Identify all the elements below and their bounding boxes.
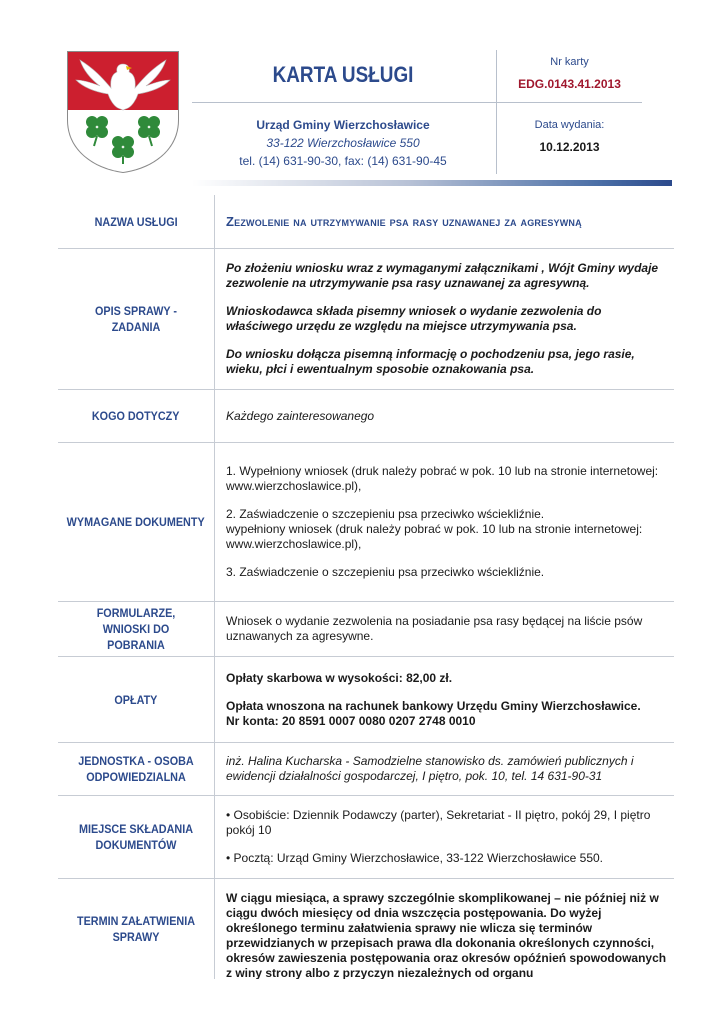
row-submission [58,795,674,878]
row-description [58,248,674,389]
document-item: 2. Zaświadczenie o szczepieniu psa przeciwko wściekliźnie. [226,507,545,521]
row-value [215,879,674,979]
applies-to-text: Każdego zainteresowanego [226,408,375,423]
description-paragraph: Wnioskodawca składa pisemny wniosek o wydanie zezwolenia do właściwego urzędu ze względu na miejsce utrzymywania psa. [226,304,602,333]
header-gradient-bar [192,180,672,186]
row-label: MIEJSCE SKŁADANIA DOKUMENTÓW [58,796,215,878]
row-value [215,195,674,248]
office-address: 33-122 Wierzchosławice 550 [266,136,420,150]
row-value [215,796,674,878]
document-header [0,0,725,190]
row-documents [58,442,674,601]
row-applies-to [58,389,674,442]
row-label: NAZWA USŁUGI [58,195,215,248]
row-value [215,249,674,389]
fee-payment-info: Opłata wnoszona na rachunek bankowy Urzędu Gminy Wierzchosławice. [226,698,641,713]
service-name: Zezwolenie na utrzymywanie psa rasy uznawanej za agresywną [226,214,582,229]
row-value [215,390,674,442]
row-label: JEDNOSTKA - OSOBA ODPOWIEDZIALNA [58,743,215,795]
row-value [215,657,674,742]
row-label: KOGO DOTYCZY [58,390,215,442]
row-responsible [58,742,674,795]
card-number-value: EDG.0143.41.2013 [518,77,621,91]
divider [192,102,496,103]
row-label: OPIS SPRAWY - ZADANIA [58,249,215,389]
row-value [215,602,674,656]
row-service-name [58,195,674,248]
submission-place: • Pocztą: Urząd Gminy Wierzchosławice, 33-122 Wierzchosławice 550. [226,851,604,865]
row-deadline [58,878,674,979]
document-item: 1. Wypełniony wniosek (druk należy pobrać w pok. 10 lub na stronie internetowej: www.wierzchoslawice.pl), [226,464,659,493]
row-label: TERMIN ZAŁATWIENIA SPRAWY [58,879,215,979]
description-paragraph: Do wniosku dołącza pisemną informację o pochodzeniu psa, jego rasie, wieku, płci i ewentualnym sposobie oznakowania psa. [226,347,635,376]
bank-account-number: Nr konta: 20 8591 0007 0080 0207 2748 0010 [226,713,476,728]
row-label: FORMULARZE, WNIOSKI DO POBRANIA [58,602,215,656]
issue-date-label: Data wydania: [534,119,605,131]
responsible-person: inż. Halina Kucharska - Samodzielne stanowisko ds. zamówień publicznych i ewidencji działalności gospodarczej, I piętro, pok. 10, tel. 14 631-90-31 [226,754,634,783]
service-card-table [58,195,674,979]
divider [496,50,497,174]
row-forms [58,601,674,656]
office-info [198,116,488,170]
row-fees [58,656,674,742]
row-value [215,743,674,795]
office-name: Urząd Gminy Wierzchosławice [256,118,430,132]
row-value [215,443,674,601]
deadline-text: W ciągu miesiąca, a sprawy szczególnie skomplikowanej – nie później niż w ciągu dwóch miesięcy od dnia wszczęcia postępowania. Do wyżej określonego terminu załatwienia sprawy nie wlicza się terminów przewidzianych w przepisach prawa dla dokonania określonych czynności, okresów zawieszenia postępowania oraz okresów opóźnień spowodowanych z winy strony albo z przyczyn niezależnych od organu [226,891,667,979]
coat-of-arms-icon [66,50,180,174]
document-item: 3. Zaświadczenie o szczepieniu psa przeciwko wściekliźnie. [226,565,545,579]
card-number-label: Nr karty [550,56,589,68]
page-title: KARTA USŁUGI [272,62,414,87]
office-phone: tel. (14) 631-90-30, fax: (14) 631-90-45 [239,154,447,168]
issue-date-value: 10.12.2013 [539,140,600,154]
fee-amount: Opłaty skarbowa w wysokości: 82,00 zł. [226,670,453,685]
submission-place: • Osobiście: Dziennik Podawczy (parter), Sekretariat - II piętro, pokój 29, I piętro pokój 10 [226,808,651,837]
row-label: OPŁATY [58,657,215,742]
document-item: wypełniony wniosek (druk należy pobrać w pok. 10 lub na stronie internetowej: www.wierzchoslawice.pl), [226,522,643,551]
description-paragraph: Po złożeniu wniosku wraz z wymaganymi załącznikami , Wójt Gminy wydaje zezwolenie na utrzymywanie psa rasy uznawanej za agresywną. [226,261,659,290]
row-label: WYMAGANE DOKUMENTY [58,443,215,601]
form-item: Wniosek o wydanie zezwolenia na posiadanie psa rasy będącej na liście psów uznawanych za agresywne. [226,614,643,643]
divider [497,102,642,103]
